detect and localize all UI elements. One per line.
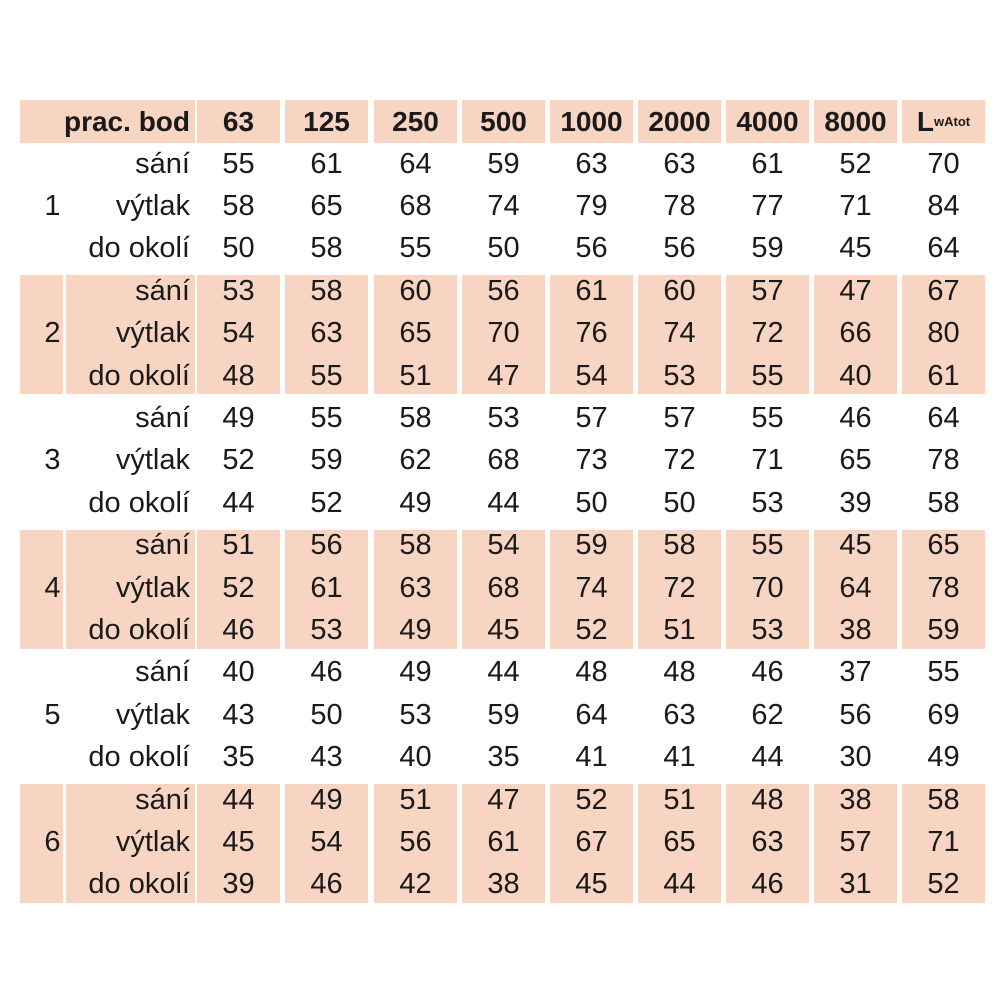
value-cell: 39: [222, 868, 255, 901]
value-cell: 49: [399, 614, 432, 647]
row-label: výtlak: [115, 698, 190, 731]
value-cell: 38: [839, 783, 872, 816]
value-cell: 70: [751, 571, 784, 604]
value-cell: 58: [222, 190, 255, 223]
value-cell: 65: [310, 190, 343, 223]
value-cell: 74: [663, 317, 696, 350]
value-cell: 51: [663, 614, 696, 647]
value-cell: 52: [575, 614, 608, 647]
value-cell: 56: [487, 274, 520, 307]
value-cell: 56: [399, 826, 432, 859]
value-cell: 55: [751, 359, 784, 392]
total-cell: 59: [927, 614, 960, 647]
total-cell: 78: [927, 571, 960, 604]
value-cell: 49: [399, 656, 432, 689]
value-cell: 58: [310, 274, 343, 307]
value-cell: 46: [222, 614, 255, 647]
row-label: výtlak: [115, 190, 190, 223]
header-band-250: 250: [392, 105, 439, 137]
value-cell: 56: [839, 698, 872, 731]
value-cell: 56: [575, 232, 608, 265]
total-cell: 52: [927, 868, 960, 901]
value-cell: 71: [751, 444, 784, 477]
row-label: sání: [135, 402, 190, 435]
value-cell: 46: [839, 402, 872, 435]
value-cell: 47: [839, 274, 872, 307]
value-cell: 55: [222, 147, 255, 180]
value-cell: 59: [487, 698, 520, 731]
row-label: do okolí: [88, 741, 190, 774]
value-cell: 62: [399, 444, 432, 477]
value-cell: 55: [399, 232, 432, 265]
value-cell: 53: [487, 402, 520, 435]
value-cell: 57: [575, 402, 608, 435]
value-cell: 56: [663, 232, 696, 265]
value-cell: 64: [399, 147, 432, 180]
value-cell: 54: [222, 317, 255, 350]
value-cell: 59: [751, 232, 784, 265]
value-cell: 51: [399, 359, 432, 392]
value-cell: 44: [222, 783, 255, 816]
value-cell: 63: [399, 571, 432, 604]
value-cell: 58: [310, 232, 343, 265]
value-cell: 76: [575, 317, 608, 350]
value-cell: 61: [575, 274, 608, 307]
total-cell: 71: [927, 826, 960, 859]
value-cell: 51: [399, 783, 432, 816]
header-total-main: L: [916, 105, 934, 137]
value-cell: 40: [222, 656, 255, 689]
value-cell: 64: [839, 571, 872, 604]
value-cell: 42: [399, 868, 432, 901]
value-cell: 57: [663, 402, 696, 435]
row-label: sání: [135, 147, 190, 180]
value-cell: 43: [222, 698, 255, 731]
value-cell: 45: [575, 868, 608, 901]
value-cell: 58: [399, 402, 432, 435]
value-cell: 70: [487, 317, 520, 350]
value-cell: 45: [839, 529, 872, 562]
value-cell: 53: [751, 614, 784, 647]
value-cell: 63: [663, 698, 696, 731]
value-cell: 56: [310, 529, 343, 562]
total-cell: 65: [927, 529, 960, 562]
value-cell: 57: [839, 826, 872, 859]
value-cell: 55: [751, 529, 784, 562]
value-cell: 54: [310, 826, 343, 859]
total-cell: 69: [927, 698, 960, 731]
group-number: 3: [44, 444, 61, 477]
total-cell: 55: [927, 656, 960, 689]
group-number: 2: [44, 317, 61, 350]
value-cell: 77: [751, 190, 784, 223]
row-label: výtlak: [115, 317, 190, 350]
value-cell: 39: [839, 486, 872, 519]
total-cell: 49: [927, 741, 960, 774]
value-cell: 59: [575, 529, 608, 562]
value-cell: 52: [222, 444, 255, 477]
value-cell: 57: [751, 274, 784, 307]
value-cell: 74: [487, 190, 520, 223]
value-cell: 65: [663, 826, 696, 859]
value-cell: 50: [222, 232, 255, 265]
value-cell: 72: [751, 317, 784, 350]
value-cell: 68: [487, 444, 520, 477]
value-cell: 50: [575, 486, 608, 519]
value-cell: 53: [663, 359, 696, 392]
value-cell: 72: [663, 571, 696, 604]
value-cell: 53: [310, 614, 343, 647]
value-cell: 43: [310, 741, 343, 774]
group-number: 5: [44, 698, 61, 731]
value-cell: 63: [751, 826, 784, 859]
value-cell: 40: [399, 741, 432, 774]
value-cell: 61: [310, 147, 343, 180]
header-band-2000: 2000: [648, 105, 711, 137]
value-cell: 54: [487, 529, 520, 562]
value-cell: 53: [751, 486, 784, 519]
value-cell: 58: [399, 529, 432, 562]
value-cell: 52: [575, 783, 608, 816]
value-cell: 60: [399, 274, 432, 307]
value-cell: 30: [839, 741, 872, 774]
value-cell: 44: [751, 741, 784, 774]
value-cell: 44: [663, 868, 696, 901]
value-cell: 63: [575, 147, 608, 180]
header-total: [902, 100, 985, 143]
value-cell: 49: [310, 783, 343, 816]
value-cell: 79: [575, 190, 608, 223]
value-cell: 53: [399, 698, 432, 731]
value-cell: 46: [751, 656, 784, 689]
value-cell: 48: [751, 783, 784, 816]
value-cell: 47: [487, 359, 520, 392]
row-label: sání: [135, 529, 190, 562]
value-cell: 54: [575, 359, 608, 392]
value-cell: 51: [663, 783, 696, 816]
value-cell: 73: [575, 444, 608, 477]
row-label: do okolí: [88, 868, 190, 901]
value-cell: 44: [487, 486, 520, 519]
value-cell: 58: [663, 529, 696, 562]
value-cell: 50: [487, 232, 520, 265]
value-cell: 61: [310, 571, 343, 604]
value-cell: 55: [310, 359, 343, 392]
header-prac-bod: prac. bod: [63, 105, 190, 137]
row-label: do okolí: [88, 232, 190, 265]
value-cell: 55: [310, 402, 343, 435]
value-cell: 41: [663, 741, 696, 774]
value-cell: 63: [310, 317, 343, 350]
value-cell: 44: [487, 656, 520, 689]
value-cell: 50: [663, 486, 696, 519]
total-cell: 61: [927, 359, 960, 392]
row-label: sání: [135, 656, 190, 689]
value-cell: 59: [310, 444, 343, 477]
value-cell: 41: [575, 741, 608, 774]
value-cell: 67: [575, 826, 608, 859]
row-label: výtlak: [115, 571, 190, 604]
value-cell: 52: [839, 147, 872, 180]
value-cell: 49: [222, 402, 255, 435]
value-cell: 65: [399, 317, 432, 350]
value-cell: 46: [310, 868, 343, 901]
group-number: 6: [44, 826, 61, 859]
value-cell: 60: [663, 274, 696, 307]
value-cell: 52: [310, 486, 343, 519]
row-label: sání: [135, 274, 190, 307]
value-cell: 46: [751, 868, 784, 901]
value-cell: 53: [222, 274, 255, 307]
value-cell: 68: [399, 190, 432, 223]
value-cell: 64: [575, 698, 608, 731]
value-cell: 50: [310, 698, 343, 731]
header-band-63: 63: [222, 105, 255, 137]
value-cell: 68: [487, 571, 520, 604]
value-cell: 37: [839, 656, 872, 689]
value-cell: 72: [663, 444, 696, 477]
value-cell: 35: [222, 741, 255, 774]
group-number: 1: [44, 190, 61, 223]
value-cell: 31: [839, 868, 872, 901]
total-cell: 64: [927, 402, 960, 435]
value-cell: 66: [839, 317, 872, 350]
value-cell: 49: [399, 486, 432, 519]
value-cell: 35: [487, 741, 520, 774]
value-cell: 65: [839, 444, 872, 477]
total-cell: 80: [927, 317, 960, 350]
header-band-4000: 4000: [736, 105, 799, 137]
total-cell: 70: [927, 147, 960, 180]
header-total-sub: wAtot: [934, 114, 971, 129]
value-cell: 46: [310, 656, 343, 689]
total-cell: 64: [927, 232, 960, 265]
value-cell: 40: [839, 359, 872, 392]
value-cell: 63: [663, 147, 696, 180]
value-cell: 71: [839, 190, 872, 223]
value-cell: 59: [487, 147, 520, 180]
value-cell: 52: [222, 571, 255, 604]
group-number: 4: [44, 571, 61, 604]
header-band-500: 500: [480, 105, 527, 137]
row-label: do okolí: [88, 359, 190, 392]
row-label: výtlak: [115, 444, 190, 477]
header-band-125: 125: [303, 105, 350, 137]
value-cell: 61: [751, 147, 784, 180]
value-cell: 61: [487, 826, 520, 859]
total-cell: 58: [927, 486, 960, 519]
row-label: výtlak: [115, 826, 190, 859]
header-band-1000: 1000: [560, 105, 623, 137]
value-cell: 51: [222, 529, 255, 562]
value-cell: 45: [222, 826, 255, 859]
value-cell: 62: [751, 698, 784, 731]
row-label: do okolí: [88, 486, 190, 519]
value-cell: 48: [575, 656, 608, 689]
value-cell: 38: [487, 868, 520, 901]
total-cell: 84: [927, 190, 960, 223]
total-cell: 78: [927, 444, 960, 477]
value-cell: 55: [751, 402, 784, 435]
value-cell: 38: [839, 614, 872, 647]
total-cell: 58: [927, 783, 960, 816]
value-cell: 44: [222, 486, 255, 519]
value-cell: 45: [839, 232, 872, 265]
total-cell: 67: [927, 274, 960, 307]
header-band-8000: 8000: [824, 105, 887, 137]
value-cell: 78: [663, 190, 696, 223]
row-label: do okolí: [88, 614, 190, 647]
value-cell: 74: [575, 571, 608, 604]
row-label: sání: [135, 783, 190, 816]
value-cell: 48: [222, 359, 255, 392]
value-cell: 47: [487, 783, 520, 816]
value-cell: 48: [663, 656, 696, 689]
value-cell: 45: [487, 614, 520, 647]
